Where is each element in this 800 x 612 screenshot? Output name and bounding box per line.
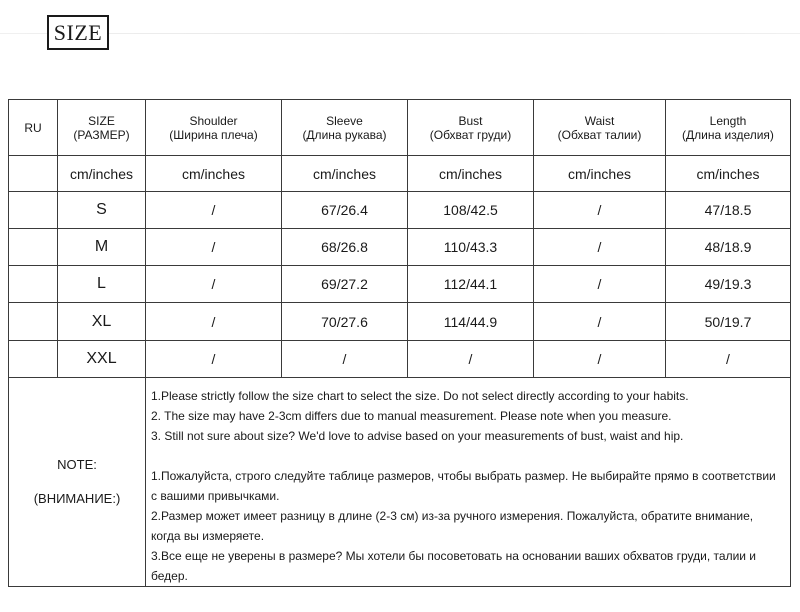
note-line-ru: 3.Все еще не уверены в размере? Мы хотели бы посоветовать на основании ваших обхватов груди, талии и бедер.	[151, 549, 757, 583]
header-row	[9, 100, 791, 156]
size-cell: M	[58, 229, 146, 266]
table-row	[9, 192, 791, 229]
size-cell: XXL	[58, 341, 146, 378]
note-label: NOTE:	[57, 457, 97, 472]
sleeve-cell: 69/27.2	[282, 266, 408, 303]
ru-size-cell	[9, 341, 58, 378]
size-cell: XL	[58, 303, 146, 341]
ru-size-cell	[9, 303, 58, 341]
length-cell: 48/18.9	[666, 229, 791, 266]
waist-cell: /	[534, 303, 666, 341]
shoulder-cell: /	[146, 229, 282, 266]
note-line-en: 1.Please strictly follow the size chart to select the size. Do not select directly according to your habits.	[151, 389, 689, 403]
col-header-waist: Waist (Обхват талии)	[534, 100, 666, 156]
table-row	[9, 341, 791, 378]
unit-cell	[9, 156, 58, 192]
size-logo-text: SIZE	[53, 19, 103, 45]
waist-cell: /	[534, 341, 666, 378]
col-header-sleeve: Sleeve (Длина рукава)	[282, 100, 408, 156]
note-spacer	[151, 446, 784, 466]
shoulder-cell: /	[146, 303, 282, 341]
waist-cell: /	[534, 229, 666, 266]
bust-cell: 108/42.5	[408, 192, 534, 229]
ru-size-cell	[9, 229, 58, 266]
unit-cell: cm/inches	[146, 156, 282, 192]
note-line-ru: 1.Пожалуйста, строго следуйте таблице размеров, чтобы выбрать размер. Не выбирайте прямо в соответствии с вашими привычками.	[151, 469, 776, 503]
size-logo	[47, 15, 109, 50]
col-header-length: Length (Длина изделия)	[666, 100, 791, 156]
shoulder-cell: /	[146, 266, 282, 303]
note-row	[9, 378, 791, 587]
length-cell: 50/19.7	[666, 303, 791, 341]
unit-cell: cm/inches	[408, 156, 534, 192]
note-line-ru: 2.Размер может имеет разницу в длине (2-3 см) из-за ручного измерения. Пожалуйста, обратите внимание, когда вы измеряете.	[151, 509, 754, 543]
units-row	[9, 156, 791, 192]
note-line-en: 3. Still not sure about size? We'd love to advise based on your measurements of bust, waist and hip.	[151, 429, 684, 443]
sleeve-cell: 70/27.6	[282, 303, 408, 341]
size-cell: S	[58, 192, 146, 229]
notes-cell	[146, 378, 791, 587]
bust-cell: 110/43.3	[408, 229, 534, 266]
note-label-cell	[9, 378, 146, 587]
col-header-ru: RU	[9, 100, 58, 156]
header-divider	[0, 33, 800, 34]
note-label-ru: (ВНИМАНИЕ:)	[33, 491, 121, 506]
sleeve-cell: /	[282, 341, 408, 378]
sleeve-cell: 67/26.4	[282, 192, 408, 229]
waist-cell: /	[534, 192, 666, 229]
table-row	[9, 303, 791, 341]
length-cell: /	[666, 341, 791, 378]
col-header-bust: Bust (Обхват груди)	[408, 100, 534, 156]
table-row	[9, 229, 791, 266]
bust-cell: /	[408, 341, 534, 378]
col-header-size: SIZE (РАЗМЕР)	[58, 100, 146, 156]
waist-cell: /	[534, 266, 666, 303]
length-cell: 47/18.5	[666, 192, 791, 229]
size-chart-table	[8, 99, 791, 587]
note-line-en: 2. The size may have 2-3cm differs due to manual measurement. Please note when you measure.	[151, 409, 672, 423]
bust-cell: 112/44.1	[408, 266, 534, 303]
sleeve-cell: 68/26.8	[282, 229, 408, 266]
unit-cell: cm/inches	[58, 156, 146, 192]
size-cell: L	[58, 266, 146, 303]
unit-cell: cm/inches	[282, 156, 408, 192]
ru-size-cell	[9, 192, 58, 229]
unit-cell: cm/inches	[666, 156, 791, 192]
ru-size-cell	[9, 266, 58, 303]
col-header-shoulder: Shoulder (Ширина плеча)	[146, 100, 282, 156]
bust-cell: 114/44.9	[408, 303, 534, 341]
unit-cell: cm/inches	[534, 156, 666, 192]
table-row	[9, 266, 791, 303]
shoulder-cell: /	[146, 192, 282, 229]
shoulder-cell: /	[146, 341, 282, 378]
length-cell: 49/19.3	[666, 266, 791, 303]
